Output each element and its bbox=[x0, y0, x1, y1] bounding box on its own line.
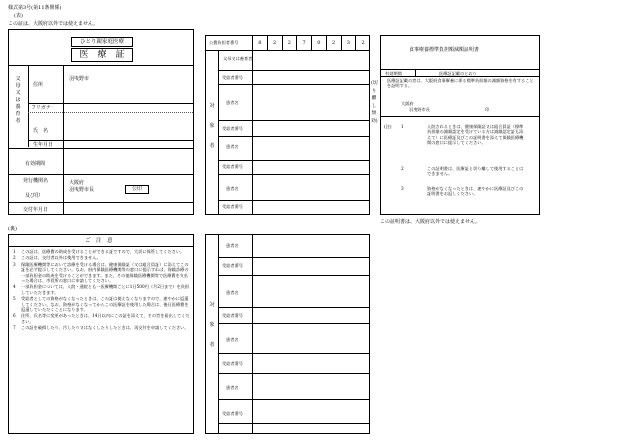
issuer-and-seal-label: 及び印 bbox=[25, 193, 41, 199]
caution-item bbox=[13, 313, 191, 324]
caution-number: 4 bbox=[13, 284, 16, 290]
guardian-label: 父母又は養育者 bbox=[223, 56, 253, 61]
caution-item bbox=[13, 296, 191, 312]
patient-name-label: 患者名 bbox=[226, 290, 239, 295]
digit-cell: 3 bbox=[341, 36, 356, 50]
proof-prefecture: 大阪府 bbox=[401, 101, 414, 106]
recipient-number-label: 受給者番号 bbox=[222, 361, 243, 366]
digit-cell: 2 bbox=[355, 36, 370, 50]
caution-number: 2 bbox=[13, 255, 16, 261]
target-vertical-label: 対象者 bbox=[209, 103, 215, 149]
name-label: 氏 名 bbox=[33, 128, 49, 134]
target-vertical-label-back: 対象者 bbox=[209, 302, 215, 348]
caution-text: 受給者としての資格がなくなったときは、この証は使えなくなりますので、速やかに返還してください。なお、資格がなくなってからこの医療証を使用した場合は、後日医療費を返還していただくことになります。 bbox=[21, 296, 189, 313]
guardian-vertical-label: 父母又は養育者 bbox=[15, 76, 21, 124]
public-number-digits bbox=[252, 36, 370, 50]
caution-text: この証を破損したり、汚したり又はなくしたりしたときは、再交付を申請してください。 bbox=[21, 325, 189, 331]
recipient-number-label: 受給者番号 bbox=[222, 75, 243, 80]
cautions-box bbox=[8, 234, 194, 434]
issuer-label: 発行機関名 bbox=[23, 178, 49, 184]
caution-item bbox=[13, 325, 191, 330]
proof-note-text: 入院されるときは、健康保険証又は組合員証（標準負担額の減額認定を受けている方は減額認定証も添えて）に医療証及びこの証明書を添えて保険医療機関の窓口に提示してください。 bbox=[427, 124, 524, 146]
proof-city: 羽曳野市長 bbox=[409, 107, 430, 112]
patient-name-label: 患者名 bbox=[226, 144, 239, 149]
medical-certificate bbox=[8, 29, 194, 215]
digit-cell: 7 bbox=[296, 36, 311, 50]
digit-cell: 2 bbox=[326, 36, 341, 50]
proof-note-text: この証明書は、医療証と切り離して使用することはできません。 bbox=[427, 166, 524, 177]
patient-name-label: 患者名 bbox=[226, 186, 239, 191]
proof-note-number: 1 bbox=[401, 124, 404, 129]
digit-cell: 8 bbox=[252, 36, 267, 50]
digit-cell: 2 bbox=[267, 36, 282, 50]
side-mark-front: (表) bbox=[14, 13, 23, 19]
digit-cell: 2 bbox=[282, 36, 297, 50]
issue-date-label: 交付年月日 bbox=[23, 207, 49, 213]
side-mark-back: (裏) bbox=[8, 226, 17, 232]
caution-item bbox=[13, 249, 191, 254]
patient-name-label: 患者名 bbox=[226, 337, 239, 342]
address-value: 羽曳野市 bbox=[69, 76, 90, 82]
issuer-city: 羽曳野市長 bbox=[69, 187, 95, 193]
valid-period-label: 有効期間 bbox=[25, 161, 46, 167]
proof-note-label: (注) bbox=[384, 124, 392, 129]
proof-footer-notice: この証明書は、大阪府以外では使えません。 bbox=[380, 219, 481, 225]
official-seal: 公印 bbox=[125, 185, 149, 194]
proof-valid-label: 有効期間 bbox=[385, 71, 402, 76]
caution-number: 1 bbox=[13, 249, 16, 254]
caution-text: この証は、医療費の助成を受けることができる証ですので、大切に保管してください。 bbox=[21, 249, 185, 254]
caution-number: 5 bbox=[13, 296, 16, 302]
caution-number: 7 bbox=[13, 325, 16, 331]
recipient-number-label: 受給者番号 bbox=[222, 164, 243, 169]
patient-name-label: 患者名 bbox=[226, 385, 239, 390]
proof-valid-value: 医療証記載のとおり bbox=[439, 71, 477, 76]
cautions-title: ご 注 意 bbox=[85, 238, 113, 244]
recipient-number-label: 受給者番号 bbox=[222, 204, 243, 209]
recipient-number-label: 受給者番号 bbox=[222, 411, 243, 416]
cautions-list bbox=[13, 249, 191, 332]
recipient-table-back bbox=[205, 234, 370, 434]
caution-item bbox=[13, 284, 191, 295]
certificate-title: 医 療 証 bbox=[71, 48, 133, 62]
caution-text: 住所、氏名等に変更があったときは、14日以内にこの証を添えて、その旨を届出してください。 bbox=[21, 313, 190, 324]
meal-proof-certificate bbox=[380, 35, 540, 215]
address-label: 住所 bbox=[33, 82, 44, 88]
proof-note-number: 2 bbox=[401, 166, 404, 171]
proof-seal: 印 bbox=[485, 107, 490, 112]
digit-cell: 0 bbox=[311, 36, 326, 50]
caution-text: 保険医療機関等において診療を受ける場合は、健康保険証（又は組合員証）に添えてこの証を必ず提示してください。なお、府内保険医療機関等の窓口に提示すれば、保険診療の一部負担金の助成を受けることができます。また、その他保険医療機関等で医療費を支払った場合は、市役所の窓口に申請してください。 bbox=[21, 261, 189, 284]
proof-body: 医療証記載の者は、大阪府食事療養に係る標準負担額の減額資格を有することを証明する。 bbox=[387, 78, 534, 89]
furigana-label: フリガナ bbox=[31, 105, 51, 111]
caution-number: 6 bbox=[13, 313, 16, 319]
recipient-table-front bbox=[205, 35, 370, 215]
patient-name-label: 患者名 bbox=[226, 100, 239, 105]
program-label: ひとり親家庭医療 bbox=[71, 37, 133, 47]
caution-text: 一部負担金については、入院・通院とも一医療機関ごとに1日500円（月2日まで）を負担していただきます。 bbox=[21, 284, 190, 295]
cut-invalid-label: (切り離し無効) bbox=[371, 81, 378, 124]
caution-text: この証は、交付者以外は使用できません。 bbox=[21, 255, 101, 261]
caution-number: 3 bbox=[13, 261, 16, 267]
issuer-prefecture: 大阪府 bbox=[69, 180, 85, 186]
proof-note-text: 資格がなくなったときは、速やかに医療証及びこの証明書をお返しください。 bbox=[427, 186, 524, 197]
birthdate-label: 生年月日 bbox=[33, 142, 54, 148]
top-notice: この証は、大阪府以外では使えません。 bbox=[8, 21, 99, 27]
recipient-number-label: 受給者番号 bbox=[222, 126, 243, 131]
public-number-label: 公費負担者番号 bbox=[209, 40, 239, 45]
proof-note-number: 3 bbox=[401, 186, 404, 191]
caution-item bbox=[13, 262, 191, 284]
caution-item bbox=[13, 255, 191, 260]
proof-title: 食事療養標準負担額減額証明書 bbox=[409, 47, 480, 53]
patient-name-label: 患者名 bbox=[226, 243, 239, 248]
recipient-number-label: 受給者番号 bbox=[222, 263, 243, 268]
form-number: 様式第3号(第11条関係) bbox=[8, 5, 62, 11]
recipient-number-label: 受給者番号 bbox=[222, 313, 243, 318]
